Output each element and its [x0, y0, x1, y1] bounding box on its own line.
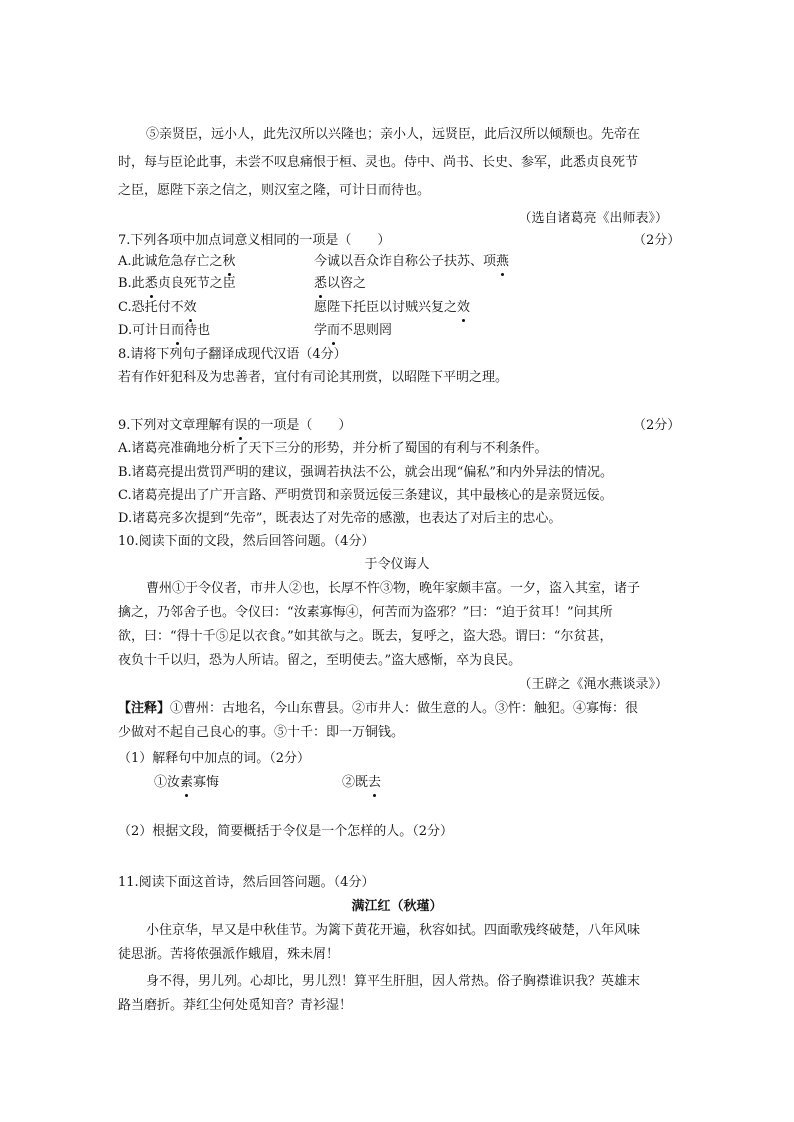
q9-option-b: B.诸葛亮提出赏罚严明的建议，强调若执法不公，就会出现“偏私”和内外异法的情况。 — [118, 465, 613, 480]
q10-passage-title: 于令仪诲人 — [364, 557, 430, 572]
question-9-stem: 9.下列对文章理解有误的一项是（ ） — [118, 418, 352, 433]
q7-option-a-right: 今诚以吾众诈自称公子扶苏、项燕 — [314, 254, 510, 269]
q10-notes-line: 少做对不起自己良心的事。⑤十千：即一万铜钱。 — [118, 725, 405, 740]
q10-passage-line: 欲，曰：“得十千⑤足以衣食。”如其欲与之。既去，复呼之，盗大恐。谓曰：“尔贫甚， — [118, 629, 613, 644]
dotted-character: 去 — [368, 775, 382, 790]
q11-poem-line: 路当磨折。莽红尘何处觅知音？青衫湿！ — [118, 998, 353, 1013]
q7-option-a-left: A.此诚危急存亡之秋 — [118, 254, 236, 269]
dotted-character: 秋 — [222, 254, 236, 269]
q10-sub2: （2）根据文段，简要概括于令仪是一个怎样的人。（2分） — [118, 824, 454, 839]
q7-option-d-left: D.可计日而待也 — [118, 323, 211, 338]
q10-passage-line: 曹州①于令仪者，市井人②也，长厚不忤③物，晚年家颇丰富。一夕，盗入其室，诸子 — [146, 581, 641, 596]
dotted-character: 而 — [171, 323, 185, 338]
question-10-stem: 10.阅读下面的文段，然后回答问题。（4分） — [118, 534, 375, 549]
question-8-stem: 8.请将下列句子翻译成现代汉语（4分） — [118, 347, 347, 362]
q11-poem-title: 满江红（秋瑾） — [351, 899, 443, 914]
dotted-character: 悉 — [314, 276, 328, 291]
passage-line: ⑤亲贤臣，远小人，此先汉所以兴隆也；亲小人，远贤臣，此后汉所以倾颓也。先帝在 — [146, 127, 641, 142]
q9-option-a: A.诸葛亮准确地分析了天下三分的形势，并分析了蜀国的有利与不利条件。 — [118, 441, 548, 456]
q10-sub1-item-b: ②既去 — [342, 775, 382, 790]
q11-poem-line: 小住京华，早又是中秋佳节。为篱下黄花开遍，秋容如拭。四面歌残终破楚，八年风味 — [146, 923, 641, 938]
question-8-sentence: 若有作奸犯科及为忠善者，宜付有司论其刑赏，以昭陛下平明之理。 — [118, 370, 509, 385]
q10-passage-source: （王辟之《渑水燕谈录》） — [518, 677, 668, 692]
dotted-character: 燕 — [496, 254, 510, 269]
dotted-character: 效 — [183, 300, 197, 315]
passage-line: 时，每与臣论此事，未尝不叹息痛恨于桓、灵也。侍中、尚书、长史、参军，此悉贞良死节 — [118, 155, 639, 170]
q7-option-c-left: C.恐托付不效 — [118, 300, 197, 315]
q7-option-c-right: 愿陛下托臣以讨贼兴复之效 — [314, 300, 471, 315]
question-7-stem: 7.下列各项中加点词意义相同的一项是（ ） — [118, 233, 391, 248]
question-11-stem: 11.阅读下面这首诗，然后回答问题。（4分） — [118, 875, 375, 890]
passage-line: 之臣，愿陛下亲之信之，则汉室之隆，可计日而待也。 — [118, 183, 431, 198]
q11-poem-line: 徒思浙。苦将侬强派作蛾眉，殊未屑！ — [118, 947, 340, 962]
q7-option-b-left: B.此悉贞良死节之臣 — [118, 276, 236, 291]
dotted-character: 误 — [234, 418, 248, 433]
dotted-character: 素 — [180, 775, 194, 790]
question-9-score: （2分） — [633, 418, 681, 433]
dotted-character: 悉 — [144, 276, 158, 291]
q10-passage-line: 夜负十千以归，恐为人所诘。留之，至明使去。”盗大感惭，卒为良民。 — [118, 653, 522, 668]
q9-option-c: C.诸葛亮提出了广开言路、严明赏罚和亲贤远佞三条建议，其中最核心的是亲贤远佞。 — [118, 488, 613, 503]
q10-sub1: （1）解释句中加点的词。（2分） — [118, 751, 311, 766]
question-7-score: （2分） — [633, 233, 681, 248]
q10-passage-line: 擒之，乃邻舍子也。令仪曰：“汝素寡悔④，何苦而为盗邪？”曰：“迫于贫耳！”问其所 — [118, 605, 613, 620]
notes-label: 【注释】 — [118, 701, 171, 716]
dotted-character: 效 — [457, 300, 471, 315]
q9-option-d: D.诸葛亮多次提到“先帝”，既表达了对先帝的感激，也表达了对后主的忠心。 — [118, 511, 562, 526]
q10-notes: 【注释】①曹州：古地名，今山东曹县。②市井人：做生意的人。③忤：触犯。④寡悔：很 — [118, 701, 639, 716]
q7-option-b-right: 悉以咨之 — [314, 276, 367, 291]
dotted-character: 而 — [327, 323, 341, 338]
passage-source: （选自诸葛亮《出师表》） — [518, 211, 668, 226]
q7-option-d-right: 学而不思则罔 — [314, 323, 393, 338]
q11-poem-line: 身不得，男儿列。心却比，男儿烈！算平生肝胆，因人常热。俗子胸襟谁识我？英雄末 — [146, 974, 641, 989]
q10-sub1-item-a: ①汝素寡悔 — [154, 775, 220, 790]
